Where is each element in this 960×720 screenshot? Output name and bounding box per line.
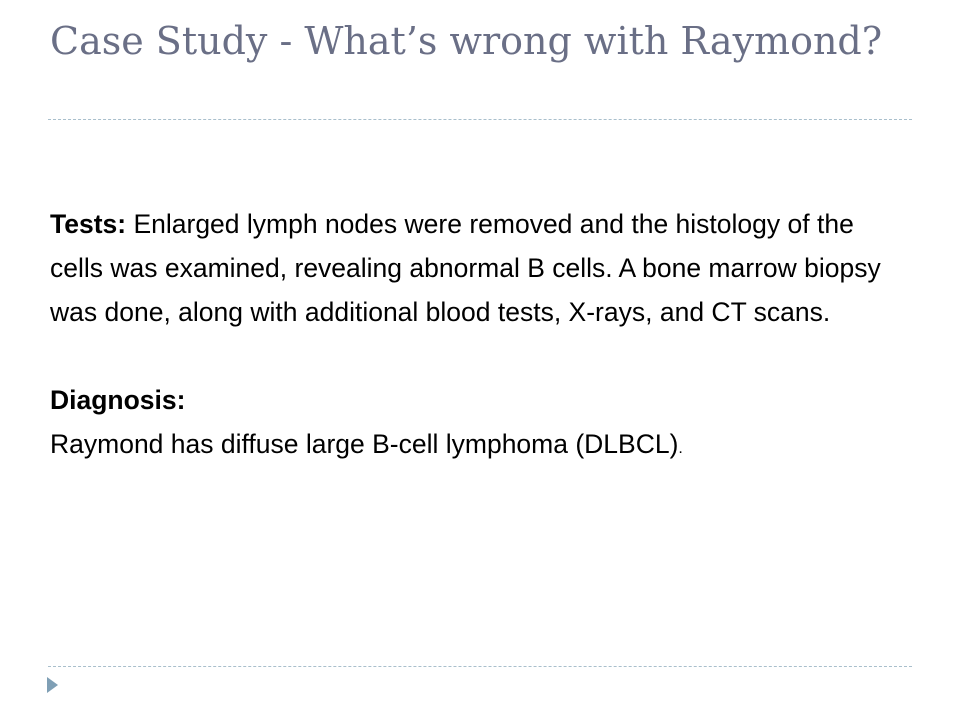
diagnosis-paragraph: [50, 422, 910, 471]
tests-text: Enlarged lymph nodes were removed and the histology of the cells was examined, revealing abnormal B cells. A bone marrow biopsy was done, along with additional blood tests, X-rays, and CT scans.: [50, 209, 881, 327]
diagnosis-label: Diagnosis:: [50, 385, 186, 415]
diagnosis-text: Raymond has diffuse large B-cell lymphoma (DLBCL): [50, 429, 679, 459]
triangle-right-icon: [47, 677, 58, 693]
slide-body: [50, 202, 910, 471]
tests-paragraph: [50, 202, 910, 334]
slide-title: Case Study - What’s wrong with Raymond?: [50, 19, 883, 63]
tests-label: Tests:: [50, 209, 127, 239]
diagnosis-period: .: [678, 440, 683, 457]
footer-divider: [48, 666, 912, 667]
title-divider: [48, 119, 912, 120]
paragraph-spacer: [50, 334, 910, 378]
